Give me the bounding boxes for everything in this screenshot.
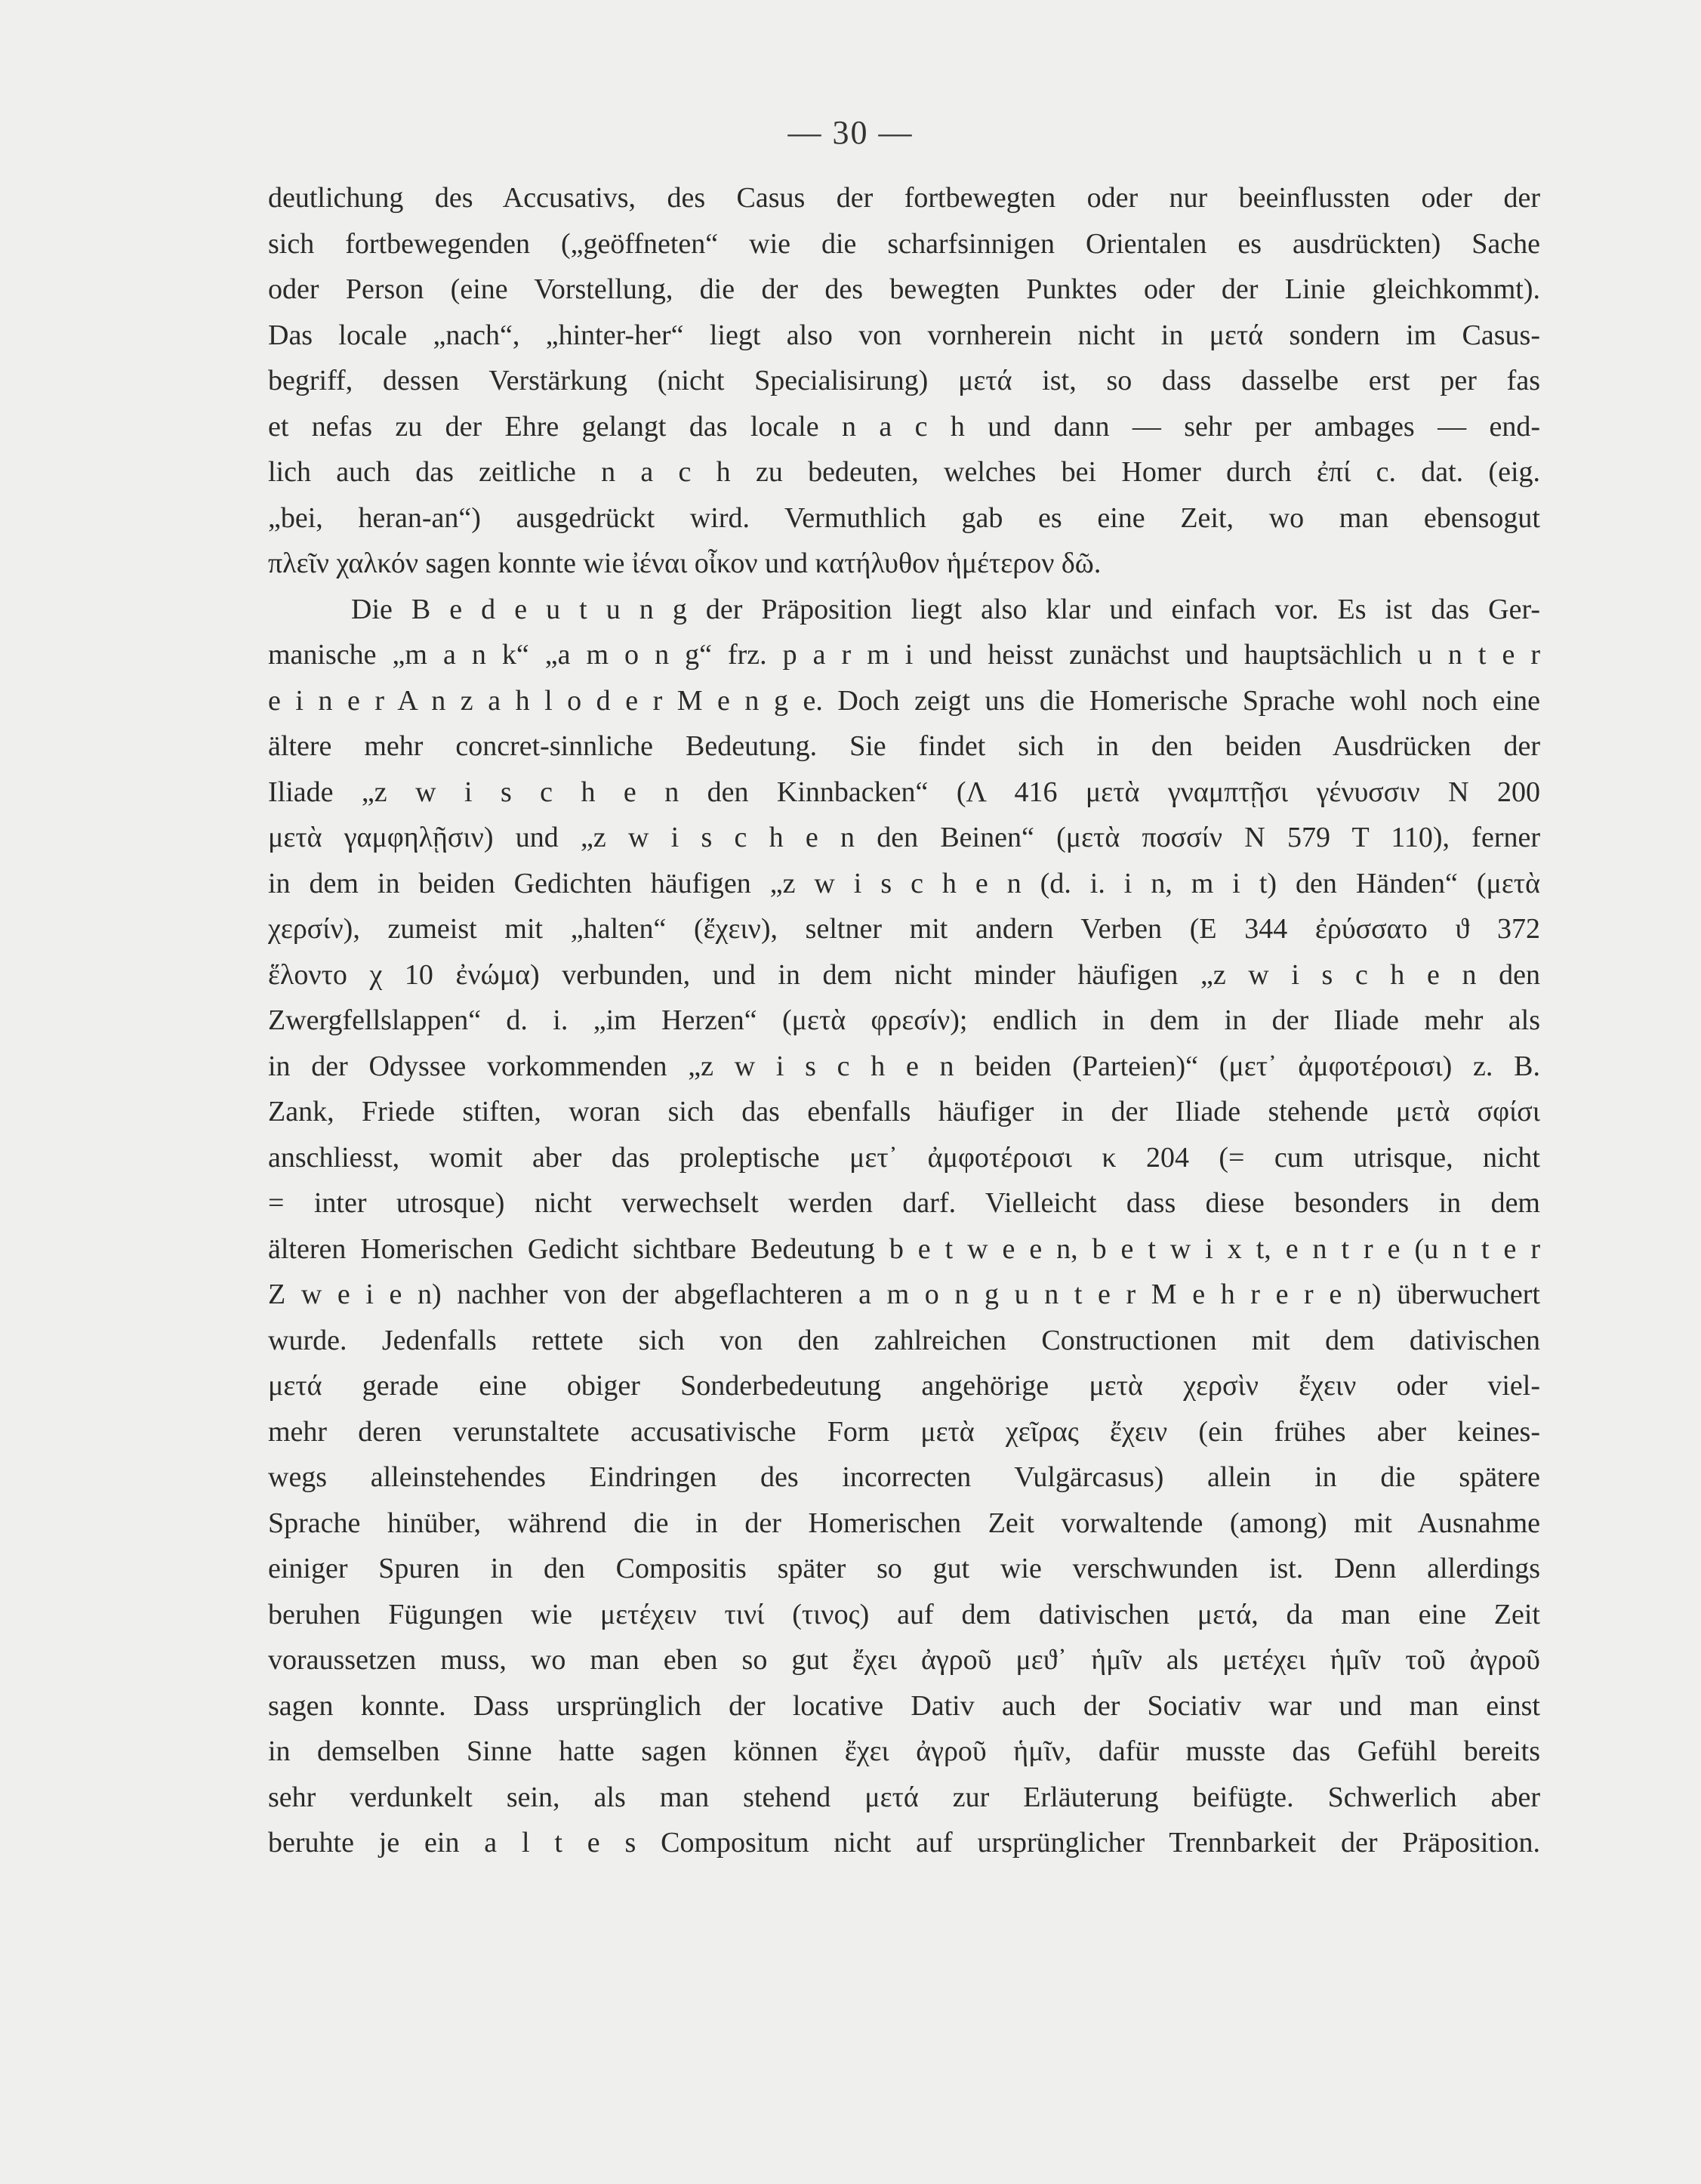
text-line: = inter utrosque) nicht verwechselt werden darf. Vielleicht dass diese besonders in dem (268, 1187, 1540, 1219)
text-line: μετά gerade eine obiger Sonderbedeutung angehörige μετὰ χερσὶν ἔχειν oder viel- (268, 1370, 1540, 1402)
text-line: manische „m a n k“ „a m o n g“ frz. p a r m i und heisst zunächst und hauptsächlich u n t e r (268, 639, 1540, 671)
text-line: beruhen Fügungen wie μετέχειν τινί (τινος) auf dem dativischen μετά, da man eine Zeit (268, 1598, 1540, 1630)
text-line: Zwergfellslappen“ d. i. „im Herzen“ (μετὰ φρεσίν); endlich in dem in der Iliade mehr als (268, 1004, 1540, 1036)
text-line: voraussetzen muss, wo man eben so gut ἔχει ἀγροῦ μεϑ᾽ ἡμῖν als μετέχει ἡμῖν τοῦ ἀγροῦ (268, 1644, 1540, 1676)
text-line: ἕλοντο χ 10 ἐνώμα) verbunden, und in dem nicht minder häufigen „z w i s c h e n den (268, 958, 1540, 991)
text-line: Das locale „nach“, „hinter-her“ liegt also von vornherein nicht in μετά sondern im Casus- (268, 319, 1540, 351)
text-line: „bei, heran-an“) ausgedrückt wird. Vermuthlich gab es eine Zeit, wo man ebensogut (268, 501, 1540, 534)
text-line: Z w e i e n) nachher von der abgeflachteren a m o n g u n t e r M e h r e r e n) überwuchert (268, 1279, 1540, 1310)
page-number: — 30 — (787, 114, 914, 151)
text-line: wegs alleinstehendes Eindringen des incorrecten Vulgärcasus) allein in die spätere (268, 1461, 1540, 1493)
text-line: Zank, Friede stiften, woran sich das ebenfalls häufiger in der Iliade stehende μετὰ σφίσι (268, 1096, 1540, 1127)
text-line: beruhte je ein a l t e s Compositum nicht auf ursprünglicher Trennbarkeit der Präposition. (268, 1827, 1540, 1859)
text-line: μετὰ γαμφηλῇσιν) und „z w i s c h e n den Beinen“ (μετὰ ποσσίν N 579 T 110), ferner (268, 822, 1540, 853)
text-line: begriff, dessen Verstärkung (nicht Specialisirung) μετά ist, so dass dasselbe erst per fas (268, 365, 1540, 396)
text-line: in der Odyssee vorkommenden „z w i s c h e n beiden (Parteien)“ (μετ᾽ ἀμφοτέροισι) z. B. (268, 1050, 1540, 1082)
text-line: sich fortbewegenden („geöffneten“ wie die scharfsinnigen Orientalen es ausdrückten) Sache (268, 227, 1540, 260)
text-line: wurde. Jedenfalls rettete sich von den zahlreichen Constructionen mit dem dativischen (268, 1324, 1540, 1356)
text-line: lich auch das zeitliche n a c h zu bedeuten, welches bei Homer durch ἐπί c. dat. (eig. (268, 456, 1540, 488)
text-line-paragraph-start: Die B e d e u t u n g der Präposition liegt also klar und einfach vor. Es ist das Ger- (351, 593, 1540, 625)
text-line: sagen konnte. Dass ursprünglich der locative Dativ auch der Sociativ war und man einst (268, 1689, 1540, 1722)
text-line: älteren Homerischen Gedicht sichtbare Bedeutung b e t w e e n, b e t w i x t, e n t r e (u n t e r (268, 1232, 1540, 1265)
text-line: e i n e r A n z a h l o d e r M e n g e. Doch zeigt uns die Homerische Sprache wohl noch eine (268, 684, 1540, 717)
text-line: anschliesst, womit aber das proleptische μετ᾽ ἀμφοτέροισι κ 204 (= cum utrisque, nicht (268, 1141, 1540, 1174)
text-line: deutlichung des Accusativs, des Casus der fortbewegten oder nur beeinflussten oder der (268, 182, 1540, 214)
text-line: oder Person (eine Vorstellung, die der des bewegten Punktes oder der Linie gleichkommt). (268, 273, 1540, 305)
body-text (268, 175, 1540, 1866)
text-line: χερσίν), zumeist mit „halten“ (ἔχειν), seltner mit andern Verben (E 344 ἐρύσσατο ϑ 372 (268, 913, 1540, 945)
text-line: in demselben Sinne hatte sagen können ἔχει ἀγροῦ ἡμῖν, dafür musste das Gefühl bereits (268, 1735, 1540, 1767)
text-line: ältere mehr concret-sinnliche Bedeutung. Sie findet sich in den beiden Ausdrücken der (268, 730, 1540, 762)
text-line: πλεῖν χαλκόν sagen konnte wie ἰέναι οἶκον und κατήλυθον ἡμέτερον δῶ. (268, 548, 1102, 579)
text-line: et nefas zu der Ehre gelangt das locale n a c h und dann — sehr per ambages — end- (268, 410, 1540, 443)
text-line: mehr deren verunstaltete accusativische Form μετὰ χεῖρας ἔχειν (ein frühes aber keines- (268, 1415, 1540, 1448)
text-line: Iliade „z w i s c h e n den Kinnbacken“ (Λ 416 μετὰ γναμπτῇσι γένυσσιν N 200 (268, 776, 1540, 808)
text-line: in dem in beiden Gedichten häufigen „z w i s c h e n (d. i. i n, m i t) den Händen“ (μετὰ (268, 867, 1540, 899)
text-line: einiger Spuren in den Compositis später so gut wie verschwunden ist. Denn allerdings (268, 1553, 1540, 1584)
text-line: Sprache hinüber, während die in der Homerischen Zeit vorwaltende (among) mit Ausnahme (268, 1507, 1540, 1539)
text-line: sehr verdunkelt sein, als man stehend μετά zur Erläuterung beifügte. Schwerlich aber (268, 1781, 1540, 1813)
